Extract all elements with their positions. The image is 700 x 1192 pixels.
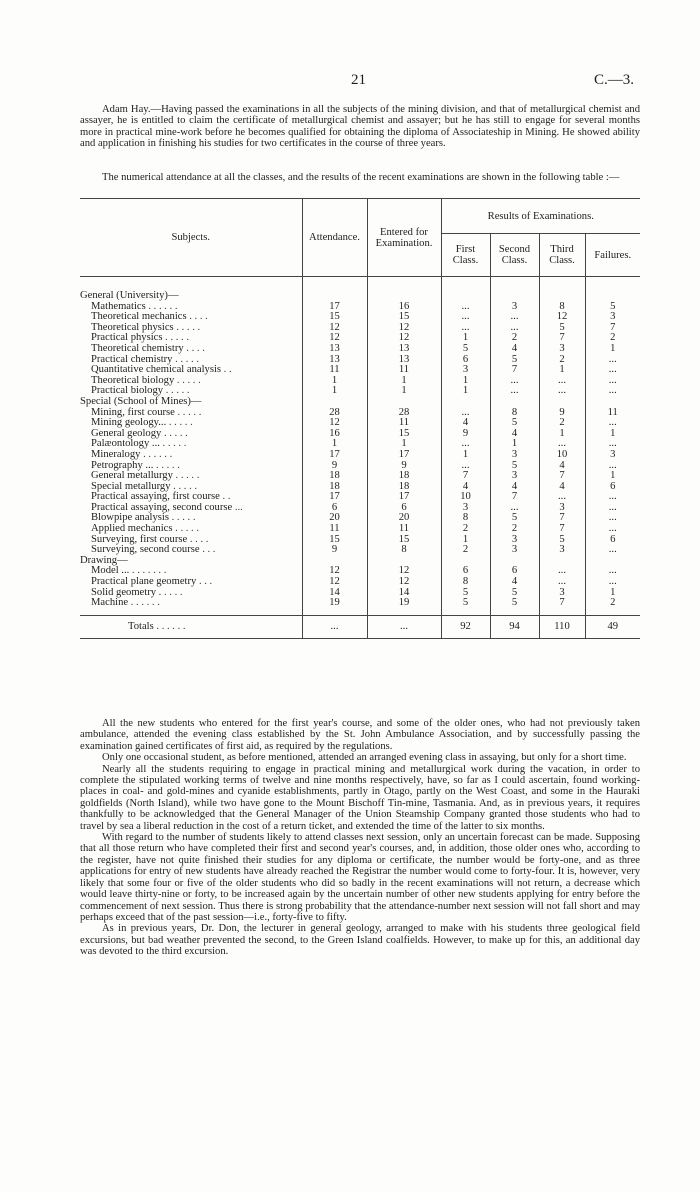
attendance-cell: 1 [302,386,367,397]
failures-cell: 6 [585,535,640,546]
col-header-results: Results of Examinations. [441,199,640,234]
failures-cell: ... [585,365,640,376]
first-cell: 3 [441,503,490,514]
third-cell: 3 [539,588,585,599]
second-cell: ... [490,386,539,397]
subject-label: Drawing— [80,554,128,566]
second-cell: 5 [490,418,539,429]
third-cell: 12 [539,312,585,323]
second-cell: 3 [490,471,539,482]
body-paragraph: Only one occasional student, as before mentioned, attended an arranged evening class in assaying, but only for a short time. [102,752,627,764]
third-cell: 5 [539,535,585,546]
first-cell: ... [441,312,490,323]
attendance-cell: 12 [302,323,367,334]
second-cell [490,291,539,302]
attendance-cell: 12 [302,333,367,344]
attendance-cell: 11 [302,365,367,376]
second-cell: 1 [490,439,539,450]
first-cell: ... [441,408,490,419]
subject-label: General geology [91,427,162,439]
attendance-cell: 11 [302,524,367,535]
failures-cell: ... [585,439,640,450]
subject-label: Blowpipe analysis [91,512,169,524]
failures-cell: 1 [585,471,640,482]
entered-cell: 9 [367,461,441,472]
leader-dots: . . . . . [172,470,200,482]
subject-label: Theoretical mechanics [91,311,187,323]
entered-cell: 6 [367,503,441,514]
failures-cell: ... [585,461,640,472]
subject-label: Mineralogy [91,448,141,460]
subject-label: Practical biology [91,385,164,397]
subject-label: Solid geometry [91,586,157,598]
third-cell: 7 [539,471,585,482]
subject-label: General metallurgy [91,470,173,482]
entered-cell: 19 [367,598,441,609]
first-cell: 2 [441,545,490,556]
first-cell: 4 [441,418,490,429]
first-cell: 2 [441,524,490,535]
entered-cell: 12 [367,566,441,577]
subject-cell [80,598,302,609]
failures-cell: 5 [585,302,640,313]
first-cell: 1 [441,333,490,344]
col-header-subjects: Subjects. [80,199,302,277]
attendance-cell: 9 [302,461,367,472]
entered-cell: 18 [367,482,441,493]
first-cell: ... [441,302,490,313]
first-cell: 6 [441,355,490,366]
third-cell: ... [539,376,585,387]
subject-label: Practical assaying, first course [91,491,220,503]
failures-cell: ... [585,355,640,366]
entered-cell: 28 [367,408,441,419]
second-cell: 4 [490,429,539,440]
subject-label: Special metallurgy [91,480,171,492]
entered-cell: 15 [367,535,441,546]
entered-cell: 15 [367,312,441,323]
third-cell: ... [539,492,585,503]
entered-cell: 1 [367,386,441,397]
first-cell: 1 [441,535,490,546]
third-cell: 7 [539,513,585,524]
attendance-cell: 1 [302,376,367,387]
first-cell: 7 [441,471,490,482]
first-cell: 5 [441,598,490,609]
leader-dots: . . [221,364,232,376]
leader-dots: . . . . . . [153,620,186,632]
first-cell: 6 [441,566,490,577]
failures-cell: ... [585,376,640,387]
entered-cell: 13 [367,355,441,366]
second-cell: ... [490,323,539,334]
subject-label: Mining geology... [91,417,167,429]
second-cell: 5 [490,461,539,472]
paragraph-adam-hay: Adam Hay.—Having passed the examinations in all the subjects of the mining division, and that of metallurgical chemist and assayer, he is entitled to claim the certificate of metallurgical chemist and assayer; but he has still to engage for several months more in practical mine-work before he becomes qualified for obtaining the diploma of Associateship in Mining. He showed ability and application in finishing his studies for two certificates in the course of three years. [80,104,640,150]
second-cell: 7 [490,492,539,503]
third-cell: 1 [539,365,585,376]
subject-label: Mining, first course [91,406,175,418]
subject-label: Practical physics [91,332,163,344]
totals-row [80,615,640,638]
attendance-cell [302,397,367,408]
third-cell: 2 [539,418,585,429]
subject-label: Palæontology ... [91,438,160,450]
subject-label: Surveying, first course [91,533,188,545]
failures-cell: 6 [585,482,640,493]
attendance-cell: 14 [302,588,367,599]
col-header-failures: Failures. [585,234,640,277]
entered-cell: 17 [367,450,441,461]
failures-cell: ... [585,577,640,588]
subject-label: Applied mechanics [91,523,173,535]
leader-dots: . . . . . [163,385,190,397]
leader-dots: . . . . . [166,417,193,429]
third-cell: 5 [539,323,585,334]
failures-cell: 2 [585,598,640,609]
entered-cell: 1 [367,376,441,387]
attendance-cell: 9 [302,545,367,556]
first-cell: 8 [441,513,490,524]
totals-label: Totals [128,620,154,632]
third-cell: 10 [539,450,585,461]
page-number: 21 [351,72,366,88]
first-cell: 1 [441,450,490,461]
second-cell [490,397,539,408]
entered-cell: 12 [367,577,441,588]
table-row [80,545,640,556]
third-cell: 1 [539,429,585,440]
leader-dots: . . . . . [172,523,199,535]
leader-dots: . . . . . [168,512,196,524]
second-cell: ... [490,503,539,514]
failures-cell: 3 [585,312,640,323]
third-cell: 3 [539,545,585,556]
attendance-cell: 15 [302,535,367,546]
col-header-entered: Entered for Examination. [367,199,441,277]
failures-cell [585,291,640,302]
after-table-text [80,718,640,958]
leader-dots: . . . . [187,533,209,545]
attendance-cell: 13 [302,344,367,355]
subject-label: Special (School of Mines)— [80,395,202,407]
attendance-cell: 17 [302,492,367,503]
leader-dots: . . . . [183,342,205,354]
leader-dots: . . . . . [174,374,201,386]
entered-cell [367,397,441,408]
attendance-cell: 13 [302,355,367,366]
attendance-cell: 17 [302,302,367,313]
second-cell: 7 [490,365,539,376]
subject-label: Practical plane geometry [91,576,197,588]
entered-cell: 14 [367,588,441,599]
second-cell: 5 [490,588,539,599]
col-header-third: Third Class. [539,234,585,277]
second-cell: 3 [490,535,539,546]
subject-label: Machine [91,597,129,609]
entered-cell: 15 [367,429,441,440]
subject-label: Petrography ... [91,459,154,471]
third-cell: ... [539,566,585,577]
col-header-first: First Class. [441,234,490,277]
failures-cell: ... [585,418,640,429]
leader-dots: . . . . . . [128,597,160,609]
failures-cell: ... [585,513,640,524]
attendance-cell: 16 [302,429,367,440]
entered-cell: 11 [367,418,441,429]
section-code: C.—3. [594,72,635,88]
second-cell: 5 [490,598,539,609]
third-cell: 7 [539,524,585,535]
leader-dots: . . . . . [156,586,183,598]
third-cell: 2 [539,355,585,366]
first-cell: 9 [441,429,490,440]
leader-dots: . . . . . . [140,448,173,460]
third-cell: ... [539,439,585,450]
attendance-cell: 12 [302,418,367,429]
entered-cell: 8 [367,545,441,556]
second-cell: ... [490,312,539,323]
first-cell: 1 [441,386,490,397]
attendance-cell: 15 [302,312,367,323]
entered-total: ... [367,615,441,638]
entered-cell: 11 [367,365,441,376]
subject-label: Theoretical biology [91,374,175,386]
failures-cell: ... [585,566,640,577]
leader-dots: . . . [199,544,216,556]
failures-cell: 11 [585,408,640,419]
failures-total: 49 [585,615,640,638]
entered-cell: 12 [367,333,441,344]
subject-label: Surveying, second course [91,544,200,556]
entered-cell: 11 [367,524,441,535]
attendance-cell: 18 [302,482,367,493]
failures-cell: ... [585,492,640,503]
leader-dots: . . . . . . [145,300,178,312]
third-cell: 3 [539,503,585,514]
attendance-cell: 12 [302,566,367,577]
first-cell: 3 [441,365,490,376]
third-cell: 4 [539,482,585,493]
second-cell: 5 [490,513,539,524]
table-row [80,588,640,599]
failures-cell: ... [585,545,640,556]
subject-label: Theoretical chemistry [91,342,184,354]
failures-cell: 1 [585,344,640,355]
first-cell: 5 [441,588,490,599]
totals-label-cell [80,615,302,638]
first-cell: ... [441,461,490,472]
leader-dots: ... [232,501,243,513]
first-cell: 4 [441,482,490,493]
first-cell: 8 [441,577,490,588]
attendance-cell: 19 [302,598,367,609]
attendance-cell: 28 [302,408,367,419]
second-cell: 3 [490,450,539,461]
failures-cell: 7 [585,323,640,334]
second-cell: 3 [490,302,539,313]
leader-dots: . . . . [186,311,208,323]
subject-label: Theoretical physics [91,321,174,333]
third-total: 110 [539,615,585,638]
second-cell: 5 [490,355,539,366]
second-cell: 8 [490,408,539,419]
leader-dots: . . . . . . . [129,565,167,577]
subject-label: Practical chemistry [91,353,173,365]
attendance-cell: 1 [302,439,367,450]
second-cell: 2 [490,524,539,535]
leader-dots: . . . . . [159,438,187,450]
entered-cell: 20 [367,513,441,524]
second-cell: ... [490,376,539,387]
page-header [0,72,700,92]
third-cell: 4 [539,461,585,472]
body-paragraph: With regard to the number of students likely to attend classes next session, only an uncertain forecast can be made. Supposing that all those return who have completed their first and second year's courses, and, in addition, those older ones who, according to the register, have not quite finished their studies for any diploma or certificate, the number would be forty-one, and as three applications for entry of new students have already reached the Registrar the number would come to forty-four. It is, however, very likely that some four or five of the older students who did so badly in the recent examinations will not return, a decrease which would leave thirty-nine or forty, to be increased again by the uncertain number of other new students applying for entry before the commencement of next session. Thus there is strong probability that the attendance-number next session will not fall short and may perhaps exceed that of the past session—i.e., forty-five to fifty. [80,832,640,923]
attendance-cell: 6 [302,503,367,514]
first-cell [441,291,490,302]
failures-cell: 2 [585,333,640,344]
entered-cell: 18 [367,471,441,482]
attendance-cell: 18 [302,471,367,482]
second-cell: 2 [490,333,539,344]
attendance-cell: 17 [302,450,367,461]
failures-cell: 1 [585,429,640,440]
failures-cell: ... [585,503,640,514]
entered-cell: 16 [367,302,441,313]
third-cell: 7 [539,333,585,344]
third-cell: 8 [539,302,585,313]
body-paragraph: All the new students who entered for the first year's course, and some of the older ones, who had not previously taken ambulance, attended the evening class established by the St. John Ambulance Association, and by successfully passing the examination gained certificates of first aid, as required by the regulations. [80,718,640,752]
second-cell: 6 [490,566,539,577]
subject-label: Mathematics [91,300,146,312]
failures-cell [585,397,640,408]
first-cell: ... [441,439,490,450]
first-cell [441,397,490,408]
third-cell: 7 [539,598,585,609]
second-cell: 3 [490,545,539,556]
results-table [80,198,640,639]
second-cell: 4 [490,482,539,493]
third-cell: 3 [539,344,585,355]
attendance-cell [302,291,367,302]
second-total: 94 [490,615,539,638]
table-row [80,598,640,609]
leader-dots: . . . . . [162,332,189,344]
first-cell: 5 [441,344,490,355]
leader-dots: . . . . . [172,353,199,365]
col-header-second: Second Class. [490,234,539,277]
third-cell [539,291,585,302]
attendance-cell: 20 [302,513,367,524]
second-cell: 4 [490,577,539,588]
paragraph-table-intro: The numerical attendance at all the classes, and the results of the recent examinations are shown in the following table :— [102,172,620,183]
entered-cell: 1 [367,439,441,450]
leader-dots: . . . . . [153,459,180,471]
failures-cell: 3 [585,450,640,461]
first-total: 92 [441,615,490,638]
failures-cell: 1 [585,588,640,599]
third-cell: ... [539,577,585,588]
subject-label: Model ... [91,565,130,577]
entered-cell: 12 [367,323,441,334]
subject-label: General (University)— [80,290,179,301]
third-cell: 9 [539,408,585,419]
leader-dots: . . . . . [161,427,188,439]
body-paragraph: As in previous years, Dr. Don, the lecturer in general geology, arranged to make with his students three geological field excursions, but bad weather prevented the second, to the Green Island coalfields. However, to make up for this, an additional day was devoted to the third excursion. [80,923,640,958]
failures-cell: ... [585,386,640,397]
subject-label: Practical assaying, second course [91,501,233,513]
first-cell: ... [441,323,490,334]
attendance-total: ... [302,615,367,638]
first-cell: 1 [441,376,490,387]
leader-dots: . . . . . [170,480,198,492]
leader-dots: . . . [196,576,213,588]
attendance-cell: 12 [302,577,367,588]
third-cell [539,397,585,408]
entered-cell: 13 [367,344,441,355]
first-cell: 10 [441,492,490,503]
leader-dots: . . [219,491,231,503]
second-cell: 4 [490,344,539,355]
leader-dots: . . . . . [174,406,202,418]
third-cell: ... [539,386,585,397]
col-header-attendance: Attendance. [302,199,367,277]
entered-cell: 17 [367,492,441,503]
subject-label: Quantitative chemical analysis [91,364,222,376]
failures-cell: ... [585,524,640,535]
entered-cell [367,291,441,302]
body-paragraph: Nearly all the students requiring to engage in practical mining and metallurgical work during the vacation, in order to complete the stipulated working terms of twelve and nine months respectively, have, so far as I could ascertain, found working-places in coal- and gold-mines and cyanide establishments, partly in Otago, partly on the West Coast, and some in the Hauraki goldfields (North Island), while two have gone to the Mount Bischoff Tin-mine, Tasmania. And, as in previous years, it requires thankfully to be acknowledged that the General Manager of the Union Steamship Company granted those students who had to travel by sea a liberal reduction in the cost of a return ticket, and extended the time of the latter to six months. [80,763,640,832]
leader-dots: . . . . . [173,321,201,333]
